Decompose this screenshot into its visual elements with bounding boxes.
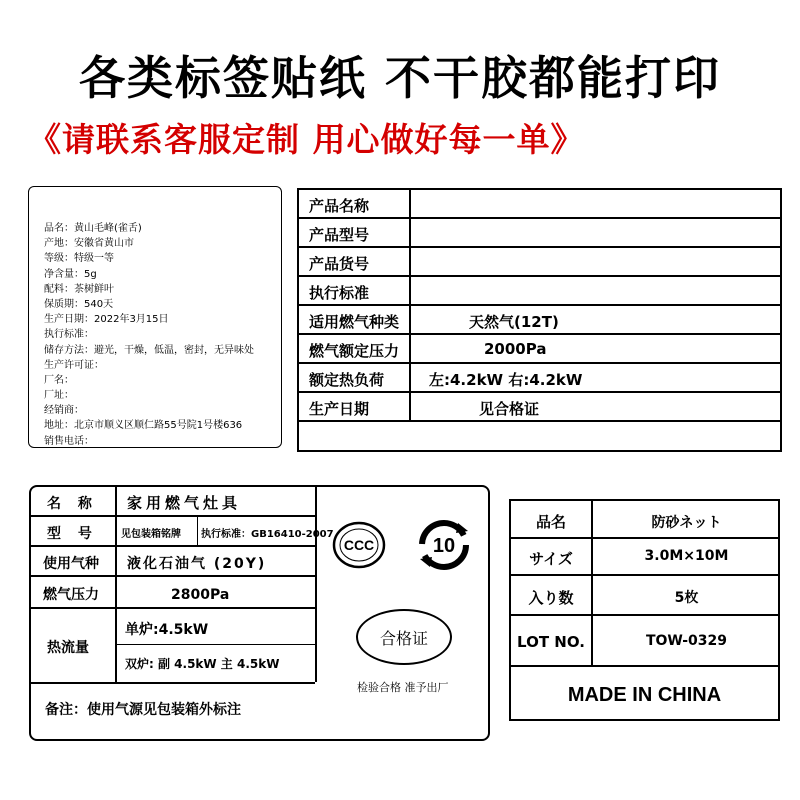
environment-mark-text: 10 [432,535,456,557]
grid-line [115,487,117,682]
row-key: 生产日期 [309,400,370,418]
name-key: 名 称 [47,496,98,512]
table-row [299,364,780,393]
row-value: TOW-0329 [645,633,728,649]
net-table [509,499,780,721]
tea-line: 储存方法：避光，干燥，低温，密封，无异味处 [44,344,254,356]
table-row [299,219,780,248]
table-row [299,248,780,277]
row-value: 2000Pa [484,340,547,358]
table-row [299,306,780,335]
cert-caption: 检验合格 准予出厂 [357,681,449,694]
flow-double: 双炉: 副 4.5kW 主 4.5kW [125,657,280,671]
tea-line: 经销商： [44,405,84,417]
recycle-arrow-icon [416,517,472,573]
row-key: 适用燃气种类 [309,313,400,331]
row-value: 见合格证 [479,400,540,418]
tea-line: 厂名： [44,374,74,386]
row-value: 3.0M×10M [644,548,729,564]
model-value-1: 见包装箱铭牌 [121,529,181,540]
product-table [297,188,782,452]
tea-line: 地址：北京市顺义区顺仁路55号院1号楼636 [44,420,243,432]
gas-value: 液化石油气 (20Y) [127,556,267,572]
tea-line: 保质期：540天 [44,298,114,310]
row-value: 左:4.2kW 右:4.2kW [429,371,583,389]
grid-line [31,607,315,609]
table-row [299,335,780,364]
tea-line: 生产许可证： [44,359,104,371]
flow-single: 单炉:4.5kW [125,622,209,638]
row-key: 燃气额定压力 [309,342,400,360]
row-key: 入り数 [528,589,574,607]
row-value: 防砂ネット [651,515,722,531]
table-row [299,277,780,306]
note: 备注：使用气源见包装箱外标注 [45,702,241,718]
grid-line [31,575,315,577]
tea-label-lines [44,221,254,449]
tea-line: 生产日期：2022年3月15日 [44,314,169,326]
tea-line: 净含量：5g [44,268,97,280]
table-row [299,393,780,422]
name-value: 家用燃气灶具 [127,494,242,512]
row-key: 品名 [535,513,566,531]
pressure-key: 燃气压力 [43,587,99,603]
grid-line [511,665,778,667]
flow-key: 热流量 [47,640,89,656]
headline: 各类标签贴纸 不干胶都能打印 [78,51,721,105]
made-in-label: MADE IN CHINA [567,684,722,706]
tea-label [28,186,282,448]
cert-stamp-text: 合格证 [379,629,428,648]
model-key: 型 号 [47,526,98,542]
tea-line: 配料：茶树鲜叶 [44,283,114,295]
grid-line [115,644,315,645]
tea-line: 等级：特级一等 [44,253,114,265]
subheadline: 《请联系客服定制 用心做好每一单》 [28,120,585,159]
row-key: 产品名称 [309,197,370,215]
gas-key: 使用气种 [43,556,99,572]
tea-line: 产地：安徽省黄山市 [44,238,134,250]
row-key: 额定热负荷 [309,371,385,389]
grid-line [31,682,315,684]
ccc-mark-icon [331,517,387,573]
tea-line: 品名：黄山毛峰(雀舌) [44,223,142,234]
grid-line [511,537,778,539]
stove-label [29,485,490,741]
row-key: LOT NO. [517,633,585,651]
row-value: 天然气(12T) [469,313,559,331]
row-key: 执行标准 [309,284,370,302]
row-key: 产品型号 [309,226,370,244]
pressure-value: 2800Pa [171,587,230,603]
grid-line [31,515,315,517]
grid-line [197,517,198,545]
ccc-mark [331,517,387,573]
model-value-2: 执行标准：GB16410-2007 [201,529,334,540]
tea-line: 销售电话： [44,435,94,447]
grid-line [31,545,315,547]
tea-line: 厂址： [44,390,74,402]
ccc-mark-text: CCC [343,537,375,553]
grid-line [511,574,778,576]
environment-mark [416,517,472,573]
row-key: サイズ [529,550,573,568]
grid-line [511,614,778,616]
cert-stamp [356,609,452,665]
table-row [299,190,780,219]
grid-line [315,487,317,682]
row-value: 5枚 [674,590,699,606]
tea-line: 执行标准： [44,329,94,341]
row-key: 产品货号 [309,255,370,273]
